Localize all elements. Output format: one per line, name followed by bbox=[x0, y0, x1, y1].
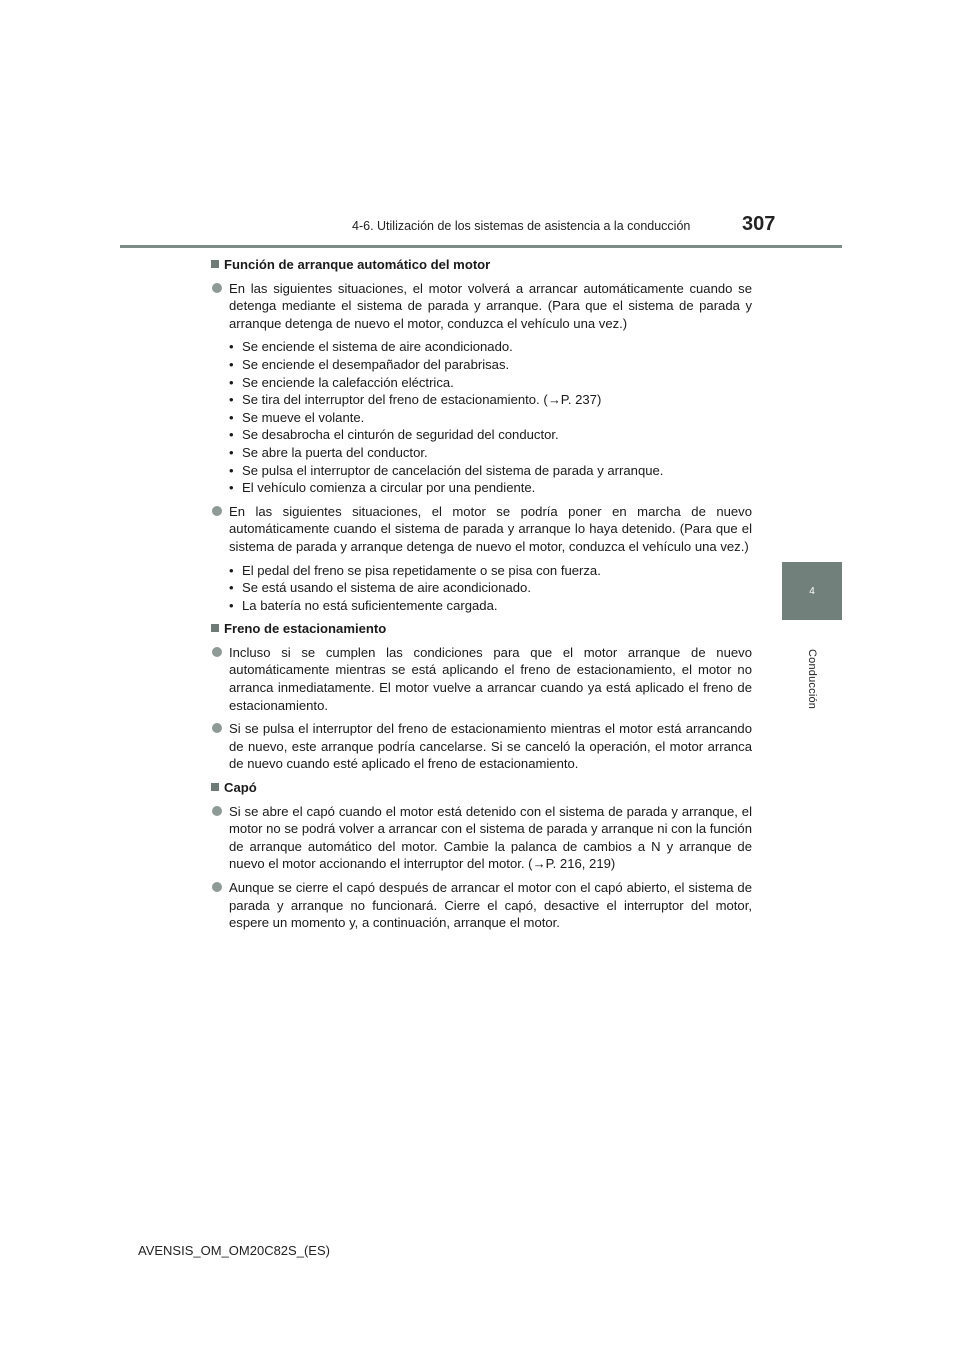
square-bullet-icon bbox=[211, 260, 219, 268]
square-bullet-icon bbox=[211, 624, 219, 632]
list-item bbox=[229, 597, 752, 615]
section-heading-text: Función de arranque automático del motor bbox=[224, 257, 491, 272]
section-heading bbox=[211, 620, 752, 638]
list-item-text: Se está usando el sistema de aire acondicionado. bbox=[242, 580, 531, 596]
list-item-text: Se enciende el desempañador del parabrisas. bbox=[242, 356, 510, 372]
dot-bullet-icon: • bbox=[229, 462, 234, 478]
paragraph bbox=[211, 720, 752, 773]
list-item-text: Se abre la puerta del conductor. bbox=[242, 444, 428, 460]
section-hood bbox=[211, 779, 752, 932]
chapter-strip bbox=[782, 620, 842, 738]
paragraph bbox=[211, 503, 752, 556]
circle-bullet-icon bbox=[212, 647, 222, 657]
list-item-text: El vehículo comienza a circular por una pendiente. bbox=[242, 480, 536, 496]
header-rule bbox=[120, 245, 842, 248]
list-item-text: Se enciende el sistema de aire acondicionado. bbox=[242, 339, 513, 355]
dot-bullet-icon: • bbox=[229, 444, 234, 460]
paragraph bbox=[211, 280, 752, 333]
circle-bullet-icon bbox=[212, 723, 222, 733]
square-bullet-icon bbox=[211, 783, 219, 791]
condition-list bbox=[211, 338, 752, 496]
paragraph bbox=[211, 879, 752, 932]
dot-bullet-icon: • bbox=[229, 356, 234, 372]
dot-bullet-icon: • bbox=[229, 409, 234, 425]
section-heading-text: Capó bbox=[224, 780, 257, 796]
section-heading-text: Freno de estacionamiento bbox=[224, 621, 387, 637]
list-item-text: Se desabrocha el cinturón de seguridad del conductor. bbox=[242, 427, 559, 443]
list-item bbox=[229, 479, 752, 497]
dot-bullet-icon: • bbox=[229, 580, 234, 596]
footer-doc-code: AVENSIS_OM_OM20C82S_(ES) bbox=[138, 1243, 330, 1258]
list-item-text: Se enciende la calefacción eléctrica. bbox=[242, 374, 454, 390]
list-item bbox=[229, 562, 752, 580]
paragraph-text: Incluso si se cumplen las condiciones para que el motor arranque de nuevo automáticamente mientras se está aplicando el freno de estacionamiento, el motor no arranca inmediatamente. El motor vuelve a arrancar cuando ya está aplicado el freno de estacionamiento. bbox=[229, 644, 752, 713]
list-item bbox=[229, 409, 752, 427]
paragraph-text: Si se pulsa el interruptor del freno de estacionamiento mientras el motor está arrancando de nuevo, este arranque podría cancelarse. Si se canceló la operación, el motor arranca de nuevo cuando esté aplicado el freno de estacionamiento. bbox=[229, 721, 752, 772]
circle-bullet-icon bbox=[212, 506, 222, 516]
list-item-text: Se tira del interruptor del freno de estacionamiento. (→P. 237) bbox=[242, 392, 602, 408]
list-item-text: El pedal del freno se pisa repetidamente o se pisa con fuerza. bbox=[242, 562, 601, 578]
paragraph-text: Aunque se cierre el capó después de arrancar el motor con el capó abierto, el sistema de parada y arranque no funcionará. Cierre el capó, desactive el interruptor del motor, espere un momento y, a continuación, arranque el motor. bbox=[229, 880, 752, 931]
paragraph bbox=[211, 803, 752, 873]
section-heading bbox=[211, 779, 752, 797]
page-number: 307 bbox=[742, 213, 776, 235]
header-section-title: 4-6. Utilización de los sistemas de asistencia a la conducción bbox=[352, 219, 691, 233]
dot-bullet-icon: • bbox=[229, 562, 234, 578]
condition-list bbox=[211, 562, 752, 615]
dot-bullet-icon: • bbox=[229, 374, 234, 390]
dot-bullet-icon: • bbox=[229, 480, 234, 496]
paragraph bbox=[211, 644, 752, 714]
list-item bbox=[229, 374, 752, 392]
dot-bullet-icon: • bbox=[229, 392, 234, 408]
section-heading bbox=[211, 256, 752, 274]
section-parking-brake bbox=[211, 620, 752, 773]
list-item bbox=[229, 356, 752, 374]
paragraph-text: Si se abre el capó cuando el motor está detenido con el sistema de parada y arranque, el motor no se podrá volver a arrancar con el sistema de parada y arranque ni con la función de arranque automático del motor. Cambie la palanca de cambios a N y arranque de nuevo el motor accionando el interruptor del motor. (→P. 216, 219) bbox=[229, 803, 752, 872]
main-content bbox=[211, 256, 752, 938]
section-auto-restart bbox=[211, 256, 752, 614]
list-item-text: La batería no está suficientemente cargada. bbox=[242, 597, 498, 613]
list-item bbox=[229, 391, 752, 409]
dot-bullet-icon: • bbox=[229, 427, 234, 443]
chapter-tab bbox=[782, 562, 842, 620]
circle-bullet-icon bbox=[212, 882, 222, 892]
list-item bbox=[229, 579, 752, 597]
list-item-text: Se mueve el volante. bbox=[242, 409, 365, 425]
paragraph-text: En las siguientes situaciones, el motor se podría poner en marcha de nuevo automáticamente cuando el sistema de parada y arranque lo haya detenido. (Para que el sistema de parada y arranque detenga de nuevo el motor, conduzca el vehículo una vez.) bbox=[229, 503, 752, 554]
list-item bbox=[229, 444, 752, 462]
list-item bbox=[229, 426, 752, 444]
circle-bullet-icon bbox=[212, 283, 222, 293]
list-item bbox=[229, 462, 752, 480]
dot-bullet-icon: • bbox=[229, 597, 234, 613]
circle-bullet-icon bbox=[212, 806, 222, 816]
paragraph-text: En las siguientes situaciones, el motor volverá a arrancar automáticamente cuando se detenga mediante el sistema de parada y arranque. (Para que el sistema de parada y arranque detenga de nuevo el motor, conduzca el vehículo una vez.) bbox=[229, 280, 752, 331]
list-item-text: Se pulsa el interruptor de cancelación del sistema de parada y arranque. bbox=[242, 462, 664, 478]
dot-bullet-icon: • bbox=[229, 339, 234, 355]
chapter-number: 4 bbox=[809, 585, 815, 597]
chapter-label: Conducción bbox=[806, 648, 818, 710]
list-item bbox=[229, 338, 752, 356]
